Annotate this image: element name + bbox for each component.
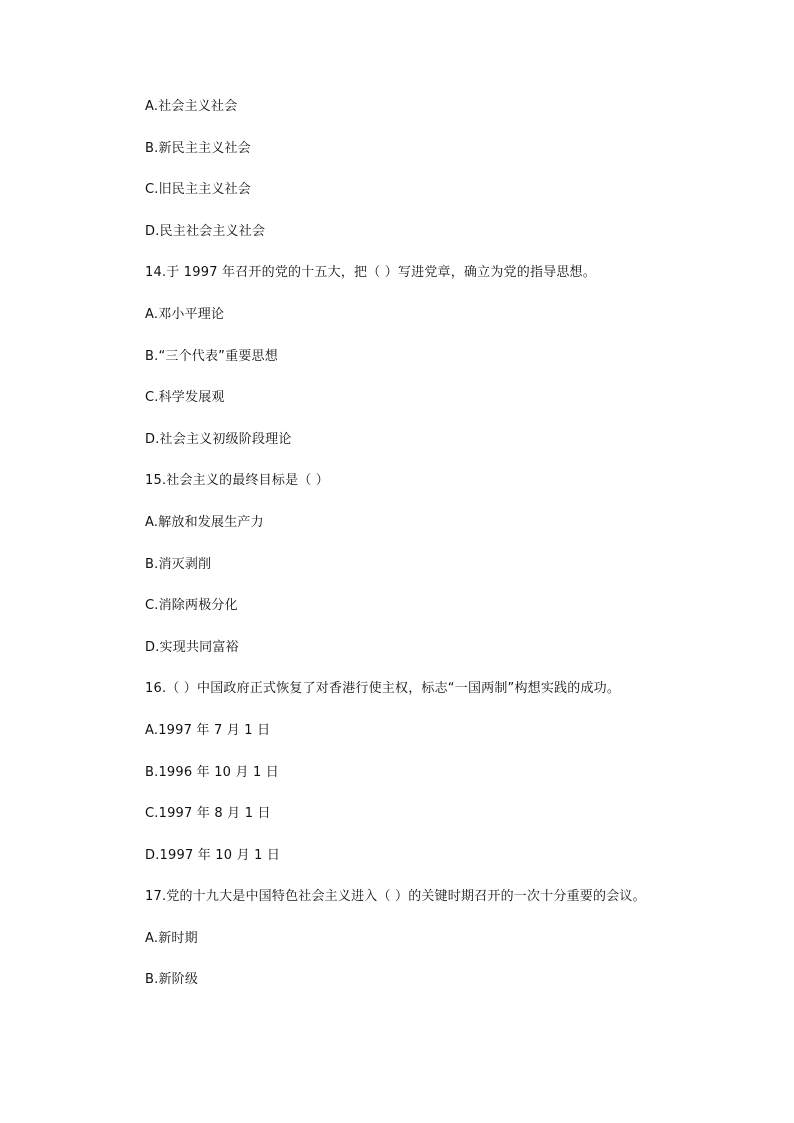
option-line: D.实现共同富裕: [145, 639, 239, 655]
question-line: 17.党的十九大是中国特色社会主义进入（ ）的关键时期召开的一次十分重要的会议。: [145, 889, 646, 905]
quiz-content: [145, 96, 705, 1011]
option-line: A.1997 年 7 月 1 日: [145, 722, 271, 738]
option-line: D.社会主义初级阶段理论: [145, 431, 292, 447]
option-line: C.1997 年 8 月 1 日: [145, 806, 271, 822]
option-line: C.消除两极分化: [145, 598, 238, 614]
option-line: A.社会主义社会: [145, 99, 238, 114]
question-line: 14.于 1997 年召开的党的十五大，把（ ）写进党章，确立为党的指导思想。: [145, 265, 596, 281]
option-line: A.解放和发展生产力: [145, 514, 264, 530]
option-line: C.科学发展观: [145, 390, 225, 406]
option-line: B.消灭剥削: [145, 556, 212, 572]
option-line: D.民主社会主义社会: [145, 223, 266, 239]
question-line: 16.（ ）中国政府正式恢复了对香港行使主权，标志“一国两制”构想实践的成功。: [145, 681, 621, 697]
option-line: B.新民主主义社会: [145, 140, 251, 156]
option-line: C.旧民主主义社会: [145, 182, 252, 198]
option-line: B.“三个代表”重要思想: [145, 348, 278, 364]
option-line: B.新阶级: [145, 972, 199, 988]
option-line: B.1996 年 10 月 1 日: [145, 764, 280, 780]
option-line: D.1997 年 10 月 1 日: [145, 847, 281, 863]
option-line: A.邓小平理论: [145, 306, 225, 322]
option-line: A.新时期: [145, 930, 198, 946]
question-line: 15.社会主义的最终目标是（ ）: [145, 473, 330, 489]
